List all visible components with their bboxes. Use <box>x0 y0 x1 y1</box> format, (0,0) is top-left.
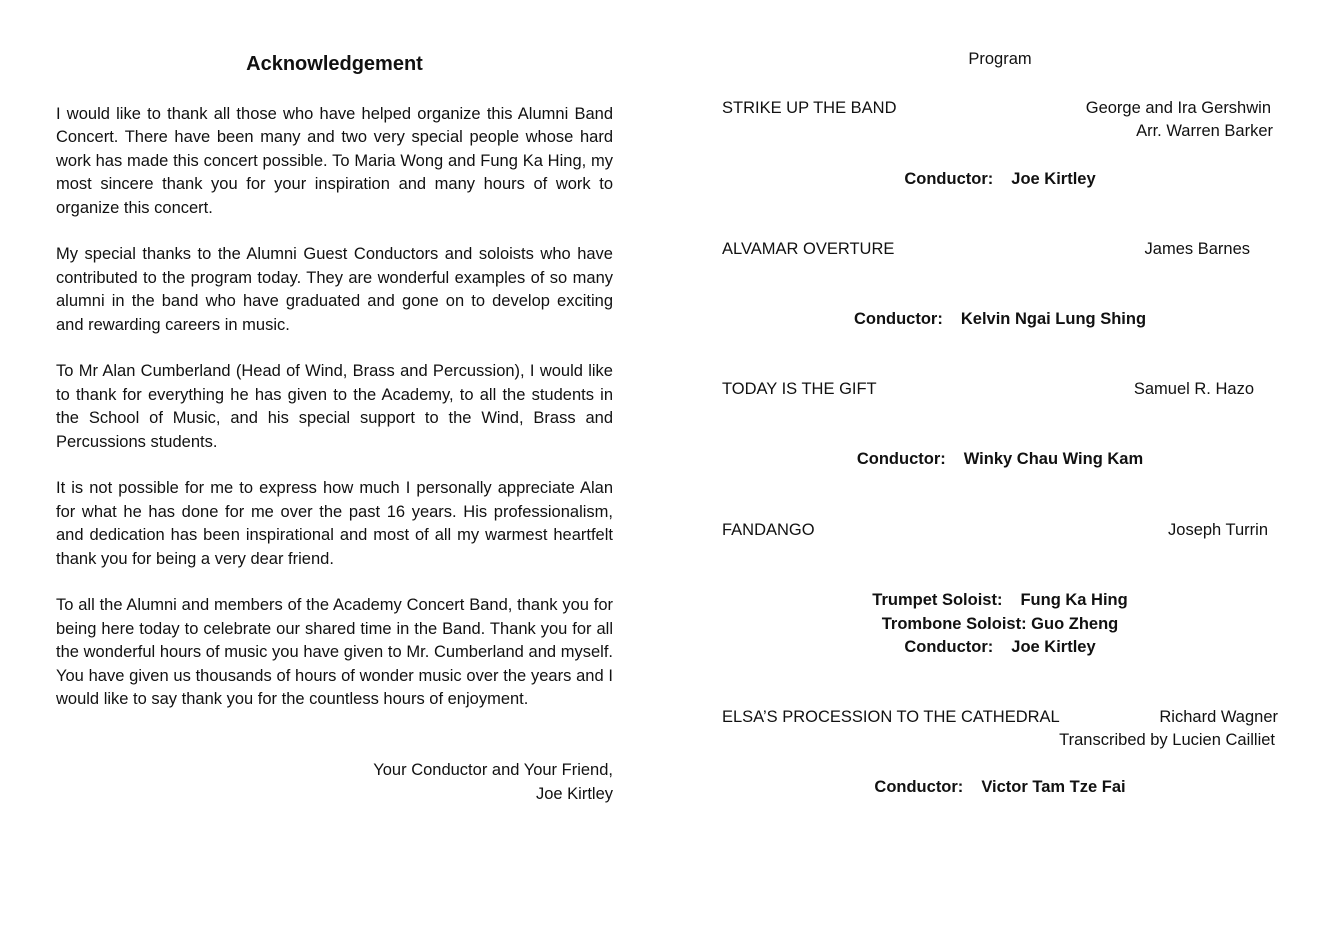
composer-line: Samuel R. Hazo <box>1133 380 1254 398</box>
piece-credits <box>722 589 1278 660</box>
credit-line <box>722 776 1278 800</box>
piece-composer <box>1059 706 1278 752</box>
acknowledgement-paragraph: I would like to thank all those who have helped organize this Alumni Band Concert. There have been many and two very special people whose hard work has made this concert possible. To Maria Wong and Fung Ka Hing, my most sincere thank you for your inspiration and many hours of work to organize this concert. <box>56 105 613 217</box>
piece-composer <box>1168 519 1268 542</box>
credit-role: Trumpet Soloist: <box>872 591 1003 609</box>
composer-line: Transcribed by Lucien Cailliet <box>1059 731 1275 749</box>
credit-name: Kelvin Ngai Lung Shing <box>960 310 1147 328</box>
credit-line <box>722 448 1278 472</box>
piece-title: TODAY IS THE GIFT <box>722 380 877 398</box>
piece-composer <box>1134 378 1254 401</box>
piece-title: ELSA’S PROCESSION TO THE CATHEDRAL <box>722 708 1060 726</box>
composer-line: Arr. Warren Barker <box>1136 122 1273 140</box>
credit-name: Joe Kirtley <box>1011 638 1096 656</box>
composer-line: Joseph Turrin <box>1168 521 1268 539</box>
acknowledgement-page <box>56 50 613 806</box>
acknowledgement-title: Acknowledgement <box>246 53 423 75</box>
piece-composer <box>1086 97 1273 143</box>
credit-name: Joe Kirtley <box>1011 170 1096 188</box>
piece-title: STRIKE UP THE BAND <box>722 99 897 117</box>
credit-line <box>722 308 1278 332</box>
acknowledgement-paragraph: To Mr Alan Cumberland (Head of Wind, Brass and Percussion), I would like to thank for everything he has given to the Academy, to all the students in the School of Music, and his special support to the Wind, Brass and Percussions students. <box>56 362 613 451</box>
credit-line <box>722 168 1278 192</box>
composer-line: Richard Wagner <box>1159 708 1278 726</box>
credit-role: Trombone Soloist: <box>881 614 1027 633</box>
acknowledgement-paragraph: My special thanks to the Alumni Guest Conductors and soloists who have contributed to the program today. They are wonderful examples of so many alumni in the band who have graduated and gone on to develop exciting and rewarding careers in music. <box>56 245 613 334</box>
credit-line <box>722 613 1278 637</box>
composer-line: George and Ira Gershwin <box>1085 99 1271 117</box>
credit-role: Conductor: <box>856 450 946 468</box>
piece-credits <box>722 308 1278 332</box>
credit-name: Fung Ka Hing <box>1020 591 1128 609</box>
piece-credits <box>722 448 1278 472</box>
credit-name: Guo Zheng <box>1031 614 1119 633</box>
signoff: Your Conductor and Your Friend, <box>373 760 613 779</box>
piece-composer <box>1145 238 1250 261</box>
credit-line <box>722 589 1278 613</box>
credit-role: Conductor: <box>874 778 964 796</box>
signature-block <box>56 758 613 806</box>
credit-role: Conductor: <box>853 310 943 328</box>
acknowledgement-paragraph: To all the Alumni and members of the Academy Concert Band, thank you for being here today to celebrate our shared time in the Band. Thank you for all the wonderful hours of music you have given to Mr. Cumberland and myself. You have given us thousands of hours of wonder music over the years and I would like to say thank you for the countless hours of enjoyment. <box>56 596 613 709</box>
credit-role: Conductor: <box>904 170 994 188</box>
credit-name: Victor Tam Tze Fai <box>981 778 1126 796</box>
composer-line: James Barnes <box>1144 240 1250 258</box>
program-title: Program <box>968 50 1032 68</box>
credit-role: Conductor: <box>904 638 994 656</box>
piece-credits <box>722 776 1278 800</box>
piece-credits <box>722 168 1278 192</box>
credit-line <box>722 636 1278 660</box>
piece-title: ALVAMAR OVERTURE <box>722 240 895 258</box>
credit-name: Winky Chau Wing Kam <box>963 450 1144 468</box>
acknowledgement-paragraph: It is not possible for me to express how much I personally appreciate Alan for what he has done for me over the past 16 years. His professionalism, and dedication has been inspirational and most of all my warmest heartfelt thank you for being a very dear friend. <box>56 479 613 568</box>
piece-title: FANDANGO <box>722 521 815 539</box>
signature: Joe Kirtley <box>535 784 613 803</box>
